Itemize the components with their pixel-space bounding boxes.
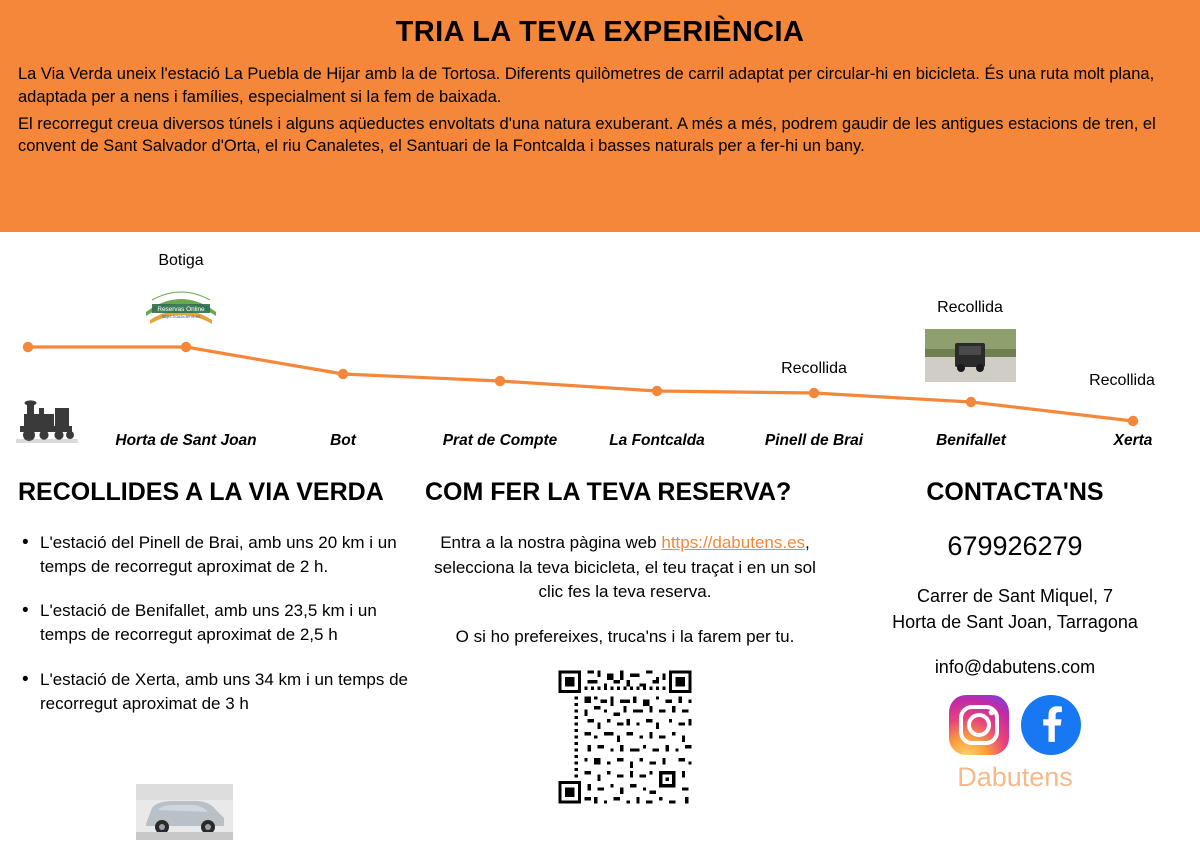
stop-label: La Fontcalda: [609, 432, 705, 449]
list-item: • L'estació del Pinell de Brai, amb uns 20 km i un temps de recorregut aproximat de 2 h.: [40, 531, 408, 579]
list-item: • L'estació de Xerta, amb uns 34 km i un temps de recorregut aproximat de 3 h: [40, 668, 408, 716]
booking-text-before: Entra a la nostra pàgina web: [440, 533, 662, 552]
stop-label: Prat de Compte: [442, 432, 558, 449]
booking-alt-text: O si ho prefereixes, truca'ns i la farem per tu.: [455, 626, 795, 646]
booking-title: COM FER LA TEVA RESERVA?: [425, 478, 792, 506]
contact-title: CONTACTA'NS: [926, 478, 1104, 506]
photo-car: [136, 784, 233, 840]
svg-text:https://dabutens.es: https://dabutens.es: [161, 314, 201, 319]
contact-address: [845, 584, 1185, 635]
pickup-annotation: Recollida: [1089, 372, 1155, 389]
social-links: [845, 694, 1185, 756]
contact-email[interactable]: info@dabutens.com: [934, 657, 1096, 678]
pickups-column: [18, 478, 408, 736]
booking-text: [425, 531, 825, 605]
contact-phone[interactable]: 679926279: [947, 531, 1083, 561]
qr-code[interactable]: [539, 667, 711, 807]
header-paragraph-1: La Via Verda uneix l'estació La Puebla de Hijar amb la de Tortosa. Diferents quilòmetres de carril adaptat per circular-hi en bicicleta. És una ruta molt plana, adaptada per a nens i famílies, especialment si la fem de baixada.: [18, 65, 1155, 106]
address-line-2: Horta de Sant Joan, Tarragona: [892, 611, 1138, 632]
stop-label: Bot: [330, 432, 356, 449]
shop-logo: [140, 282, 222, 334]
instagram-icon[interactable]: [948, 694, 1010, 756]
qr-code-wrap: [425, 667, 825, 807]
shop-label: Botiga: [158, 252, 204, 269]
contact-column: [845, 478, 1185, 793]
stop-label: Horta de Sant Joan: [115, 432, 257, 449]
photo-pickup-van: [925, 329, 1016, 382]
header-paragraph-2: El recorregut creua diversos túnels i alguns aqüeductes envoltats d'una natura exuberant. A més a més, podrem gaudir de les antigues estacions de tren, el convent de Sant Salvador d'Orta, el riu Canaletes, el Santuari de la Fontcalda i basses naturals per a fer-hi un bany.: [18, 114, 1156, 156]
stop-label: Pinell de Brai: [764, 432, 864, 449]
pickups-title: RECOLLIDES A LA VIA VERDA: [18, 478, 384, 506]
website-link[interactable]: https://dabutens.es: [661, 533, 806, 552]
list-item: • L'estació de Benifallet, amb uns 23,5 km i un temps de recorregut aproximat de 2,5 h: [40, 599, 408, 647]
svg-text:Reservas Online: Reservas Online: [157, 306, 205, 313]
stop-label: Xerta: [1113, 432, 1153, 449]
stop-label: Benifallet: [936, 432, 1006, 449]
booking-column: [425, 478, 825, 807]
pickups-list: [18, 531, 408, 716]
facebook-icon[interactable]: [1020, 694, 1082, 756]
booking-text-after: , selecciona la teva bicicleta, el teu traçat i en un sol clic fes la teva reserva.: [434, 533, 816, 602]
brand-name: Dabutens: [957, 762, 1073, 793]
address-line-1: Carrer de Sant Miquel, 7: [916, 586, 1114, 606]
pickup-annotation: Recollida: [781, 360, 847, 377]
train-icon: [14, 398, 80, 444]
header-banner: [0, 0, 1200, 232]
pickup-annotation: Recollida: [937, 299, 1003, 316]
page-title: TRIA LA TEVA EXPERIÈNCIA: [395, 16, 805, 48]
